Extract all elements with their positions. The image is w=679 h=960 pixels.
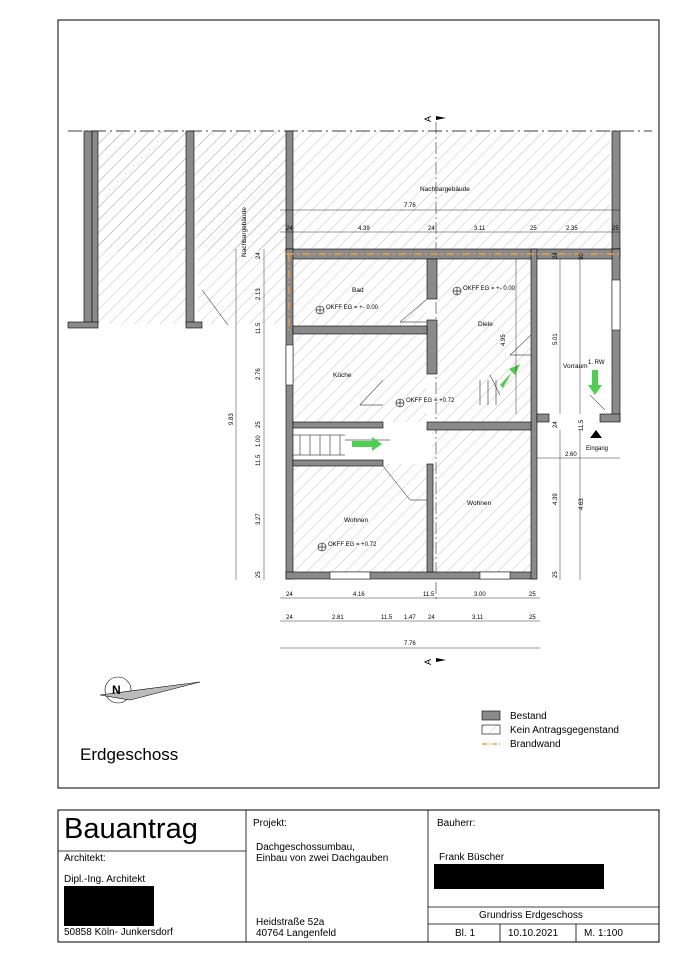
dim-top-7: 25 [612,226,619,232]
entrance-label: Eingang [586,446,609,452]
entrance-marker [590,430,602,438]
section-mark-bottom: A [423,658,433,665]
dim-bot1-5: 25 [529,592,536,598]
section-arrow-bottom [436,658,446,662]
dim-bot1-3: 11.5 [423,592,435,598]
room-label-kueche: Küche [333,372,352,379]
room-label-wohnen-right: Wohnen [467,500,492,507]
titleblock-title: Bauantrag [64,813,198,845]
level-mid: OKFF EG = +0.72 [406,398,455,404]
arrow-stair [352,437,382,451]
dim-top-1: 24 [286,226,293,232]
legend-swatch-bestand [482,711,500,720]
neighbor-label-top: Nachbargebäude [420,186,470,193]
section-arrow-top [436,116,446,120]
redacted-bauherr [434,864,604,889]
dim-left-8: 3.27 [256,513,262,525]
legend-swatch-kein [482,725,500,734]
dim-right-v1: 4.39 [553,493,559,505]
titleblock-architekt-city: 50858 Köln- Junkersdorf [64,927,173,938]
dim-bot1-4: 3.00 [474,592,486,598]
dim-bot2-2: 2.81 [332,615,344,621]
dim-top-4: 3.11 [474,226,486,232]
titleblock-sheet-title: Grundriss Erdgeschoss [479,910,583,921]
dim-bot2-1: 24 [286,615,293,621]
dim-top-2: 4.39 [358,226,370,232]
dim-bot1-1: 24 [286,592,293,598]
dim-right-2: 30 [579,253,585,260]
floor-title: Erdgeschoss [80,745,179,764]
titleblock-address2: 40764 Langenfeld [256,928,337,939]
room-label-diele: Diele [478,321,493,328]
dim-top-total: 7.76 [404,203,416,209]
titleblock-scale: M. 1:100 [584,928,623,939]
dim-bottom-total: 7.76 [404,641,416,647]
dim-right-1: 24 [553,252,559,259]
dim-left-5: 25 [256,421,262,428]
dim-left-7: 11.5 [256,454,262,466]
dim-bot2-5: 24 [428,615,435,621]
legend-bestand: Bestand [510,711,547,722]
titleblock-date: 10.10.2021 [508,928,559,939]
dim-bot2-4: 1.47 [404,615,416,621]
dim-top-5: 25 [530,226,537,232]
titleblock-blatt: Bl. 1 [455,928,476,939]
room-label-bad: Bad [352,287,364,294]
svg-text:N: N [112,683,121,697]
titleblock-projekt-line1: Dachgeschossumbau, [256,842,355,853]
arrow-vorraum [588,370,602,395]
dim-right-inner2: 5.01 [553,333,559,345]
dim-left-total: 9.83 [229,413,235,425]
dim-left-1: 24 [256,252,262,259]
titleblock-projekt-label: Projekt: [253,818,287,829]
titleblock-address1: Heidstraße 52a [256,917,325,928]
dim-left-9: 25 [256,571,262,578]
dim-right-4: 11.5 [579,419,585,431]
dim-bot2-6: 3.11 [472,615,484,621]
dim-left-6: 1.00 [256,435,262,447]
legend-brandwand: Brandwand [510,739,561,750]
dim-left-4: 2.76 [256,368,262,380]
dim-right-inner1: 4.95 [501,334,507,346]
dim-left-2: 2.13 [256,288,262,300]
dim-left-3: 11.5 [256,322,262,334]
room-label-wohnen-left: Wohnen [344,517,369,524]
neighbor-label-side: Nachbargebäude [241,207,248,257]
dim-right-5: 25 [553,571,559,578]
legend [482,711,619,750]
dim-bot1-2: 4.16 [353,592,365,598]
titleblock-architekt-name: Dipl.-Ing. Architekt [64,874,146,885]
level-bad: OKFF EG = +- 0.00 [326,305,379,311]
room-label-vorraum: Vorraum [563,363,588,370]
titleblock-projekt-line2: Einbau von zwei Dachgauben [256,853,389,864]
legend-kein: Kein Antragsgegenstand [510,725,619,736]
dim-right-3: 24 [553,421,559,428]
titleblock-bauherr-name: Frank Büscher [439,852,505,863]
titleblock-bauherr-label: Bauherr: [437,818,476,829]
level-wohnen: OKFF EG = +0.72 [328,542,377,548]
section-mark-top: A [423,115,433,122]
neighbor-building-left-hatch [98,131,193,324]
north-arrow-icon [100,677,200,703]
level-diele: OKFF EG = +- 0.00 [463,286,516,292]
dim-right-v2: 4.63 [579,498,585,510]
titleblock-architekt-label: Architekt: [64,853,106,864]
rw-label: 1. RW [588,360,605,366]
dim-top-3: 24 [428,226,435,232]
dim-bot2-7: 25 [529,615,536,621]
dim-top-6: 2.35 [566,226,578,232]
dim-right-w1: 2.60 [565,452,577,458]
dim-bot2-3: 11.5 [381,615,393,621]
redacted-architekt [64,886,154,926]
